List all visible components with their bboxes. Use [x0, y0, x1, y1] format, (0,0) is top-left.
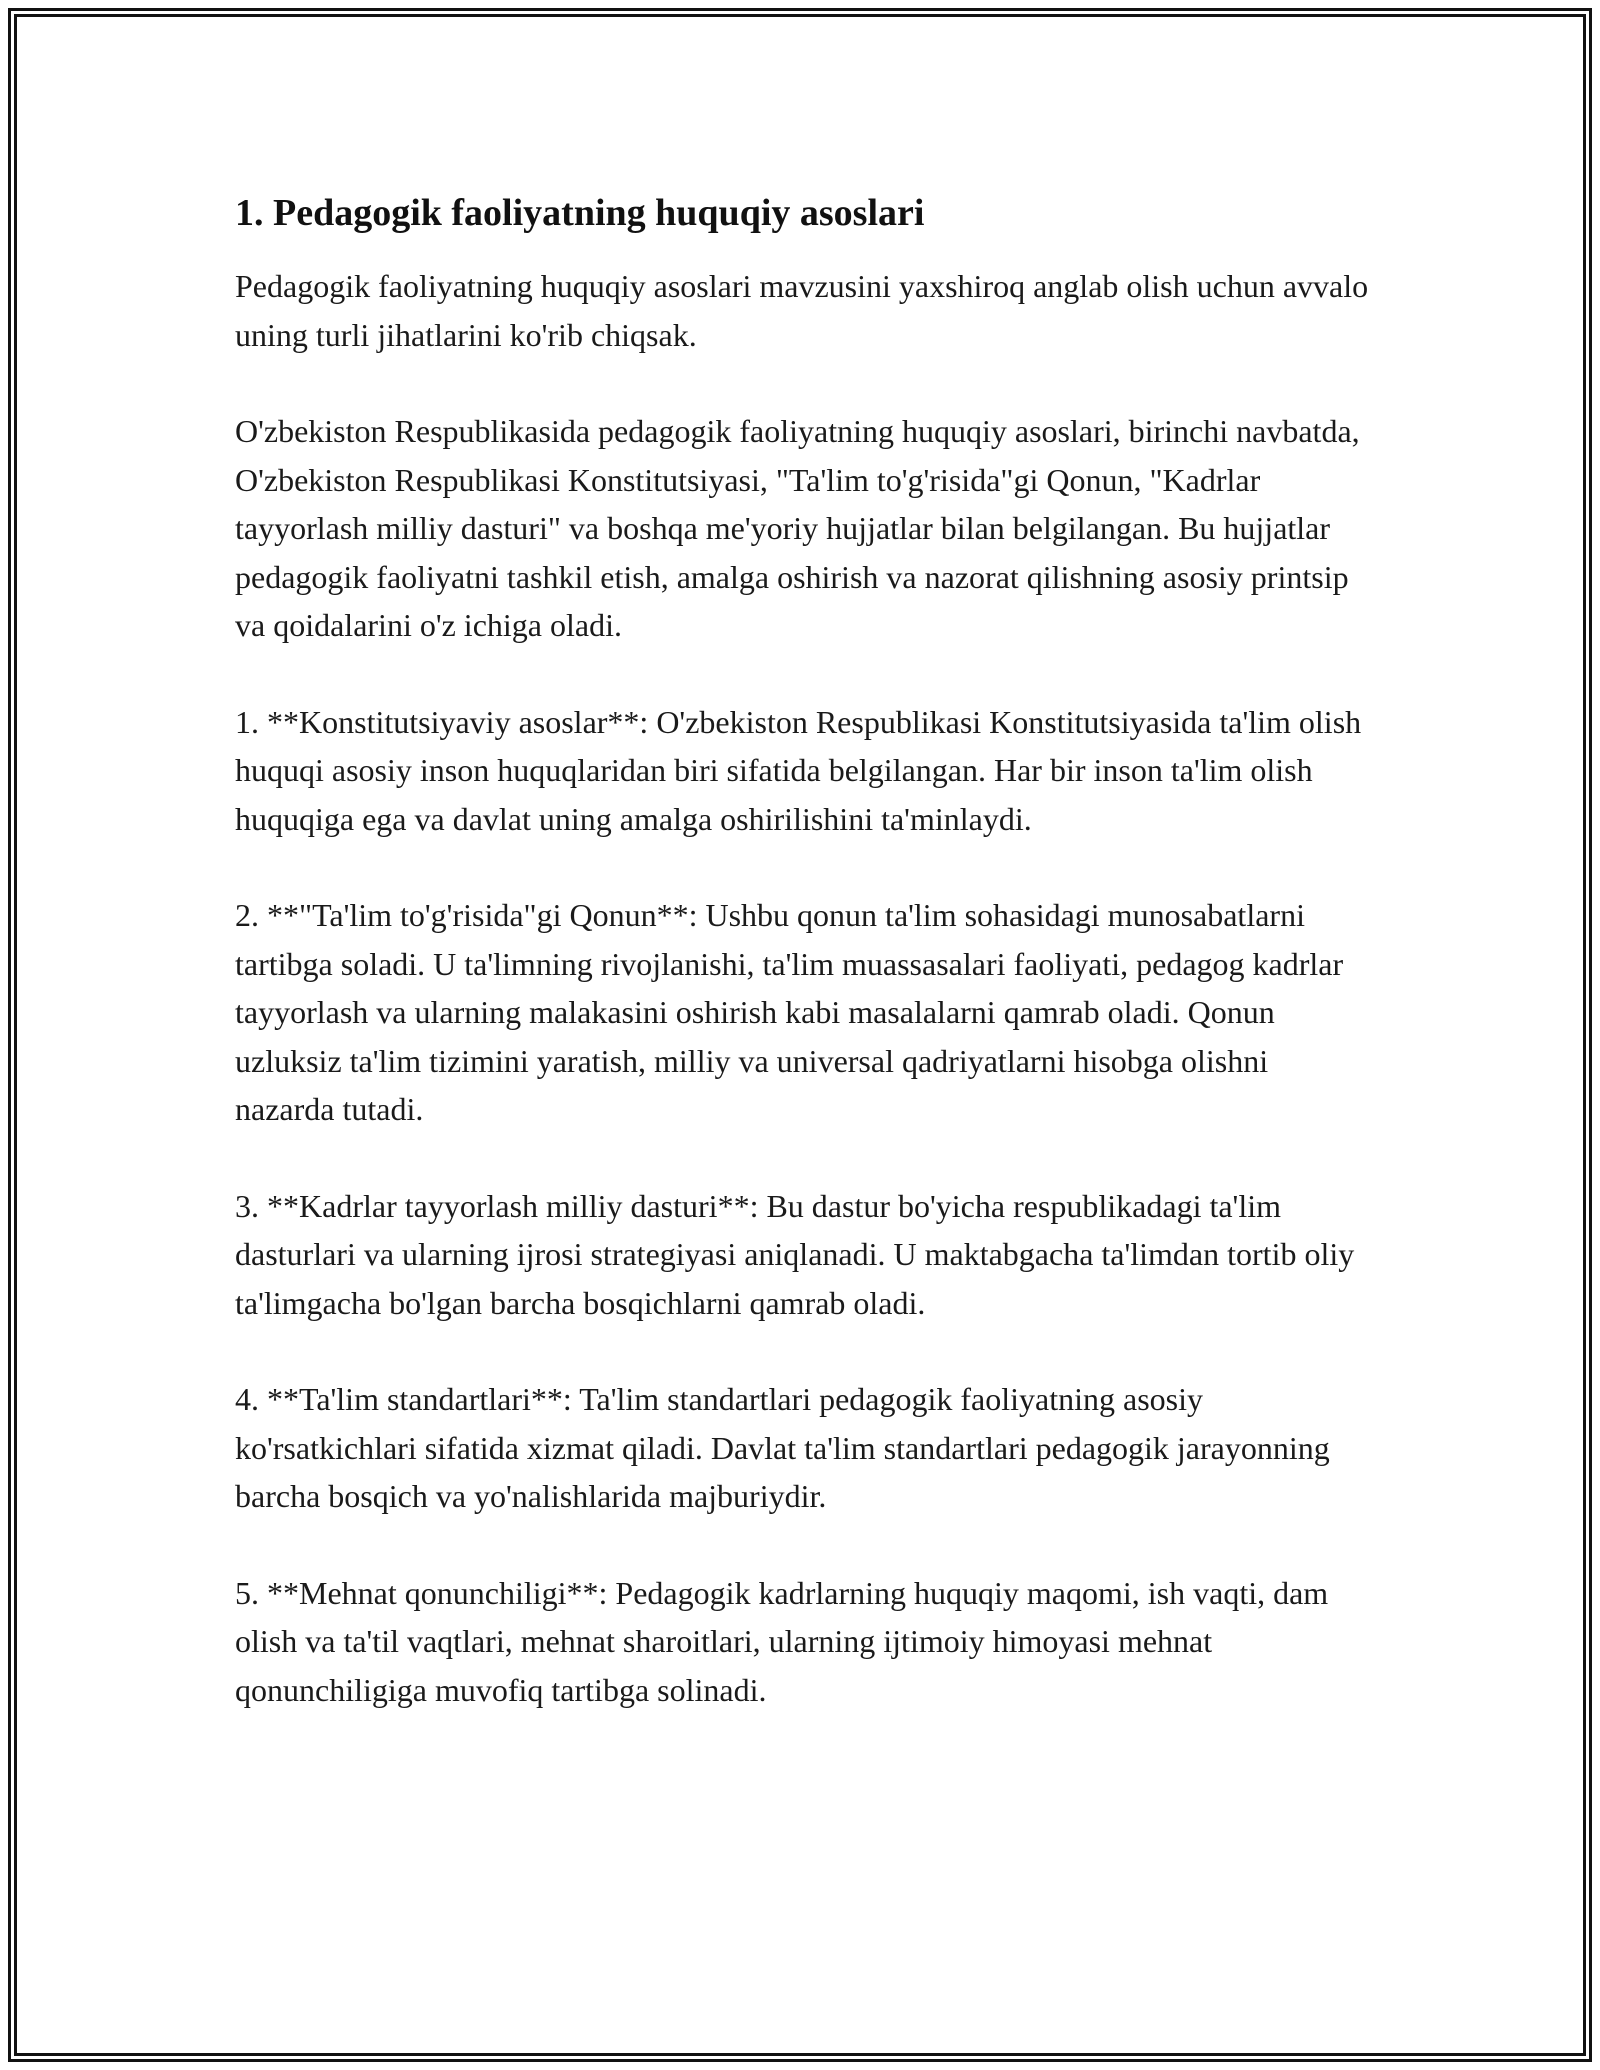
document-title: 1. Pedagogik faoliyatning huquqiy asoslari — [235, 192, 925, 234]
list-item-education-standards: 4. **Ta'lim standartlari**: Ta'lim standartlari pedagogik faoliyatning asosiy ko'rsatkichlari sifatida xizmat qiladi. Davlat ta'lim standartlari pedagogik jarayonning barcha bosqich va yo'nalishlarida majburiydir. — [235, 1381, 1330, 1514]
list-item-national-program: 3. **Kadrlar tayyorlash milliy dasturi**: Bu dastur bo'yicha respublikadagi ta'lim dasturlari va ularning ijrosi strategiyasi aniqlanadi. U maktabgacha ta'limdan tortib oliy ta'limgacha bo'lgan barcha bosqichlarni qamrab oladi. — [235, 1187, 1355, 1321]
list-item-labor-law: 5. **Mehnat qonunchiligi**: Pedagogik kadrlarning huquqiy maqomi, ish vaqti, dam olish va ta'til vaqtlari, mehnat sharoitlari, ularning ijtimoiy himoyasi mehnat qonunchiligiga muvofiq tartibga solinadi. — [235, 1574, 1329, 1708]
list-item-education-law: 2. **"Ta'lim to'g'risida"gi Qonun**: Ushbu qonun ta'lim sohasidagi munosabatlarni tartibga soladi. U ta'limning rivojlanishi, ta'lim muassasalari faoliyati, pedagog kadrlar tayyorlash va ularning malakasini oshirish kabi masalalarni qamrab oladi. Qonun uzluksiz ta'lim tizimini yaratish, milliy va universal qadriyatlarni hisobga olishni nazarda tutadi. — [235, 897, 1344, 1127]
legal-basis-paragraph: O'zbekiston Respublikasida pedagogik faoliyatning huquqiy asoslari, birinchi navbatda, O'zbekiston Respublikasi Konstitutsiyasi, "Ta'lim to'g'risida"gi Qonun, "Kadrlar tayyorlash milliy dasturi" va boshqa me'yoriy hujjatlar bilan belgilangan. Bu hujjatlar pedagogik faoliyatni tashkil etish, amalga oshirish va nazorat qilishning asosiy printsip va qoidalarini o'z ichiga oladi. — [235, 413, 1360, 643]
intro-paragraph: Pedagogik faoliyatning huquqiy asoslari mavzusini yaxshiroq anglab olish uchun avvalo uning turli jihatlarini ko'rib chiqsak. — [235, 268, 1369, 353]
document-body — [235, 188, 1375, 1762]
list-item-constitution: 1. **Konstitutsiyaviy asoslar**: O'zbekiston Respublikasi Konstitutsiyasida ta'lim olish huquqi asosiy inson huquqlaridan biri sifatida belgilangan. Har bir inson ta'lim olish huquqiga ega va davlat uning amalga oshirilishini ta'minlaydi. — [235, 703, 1362, 837]
